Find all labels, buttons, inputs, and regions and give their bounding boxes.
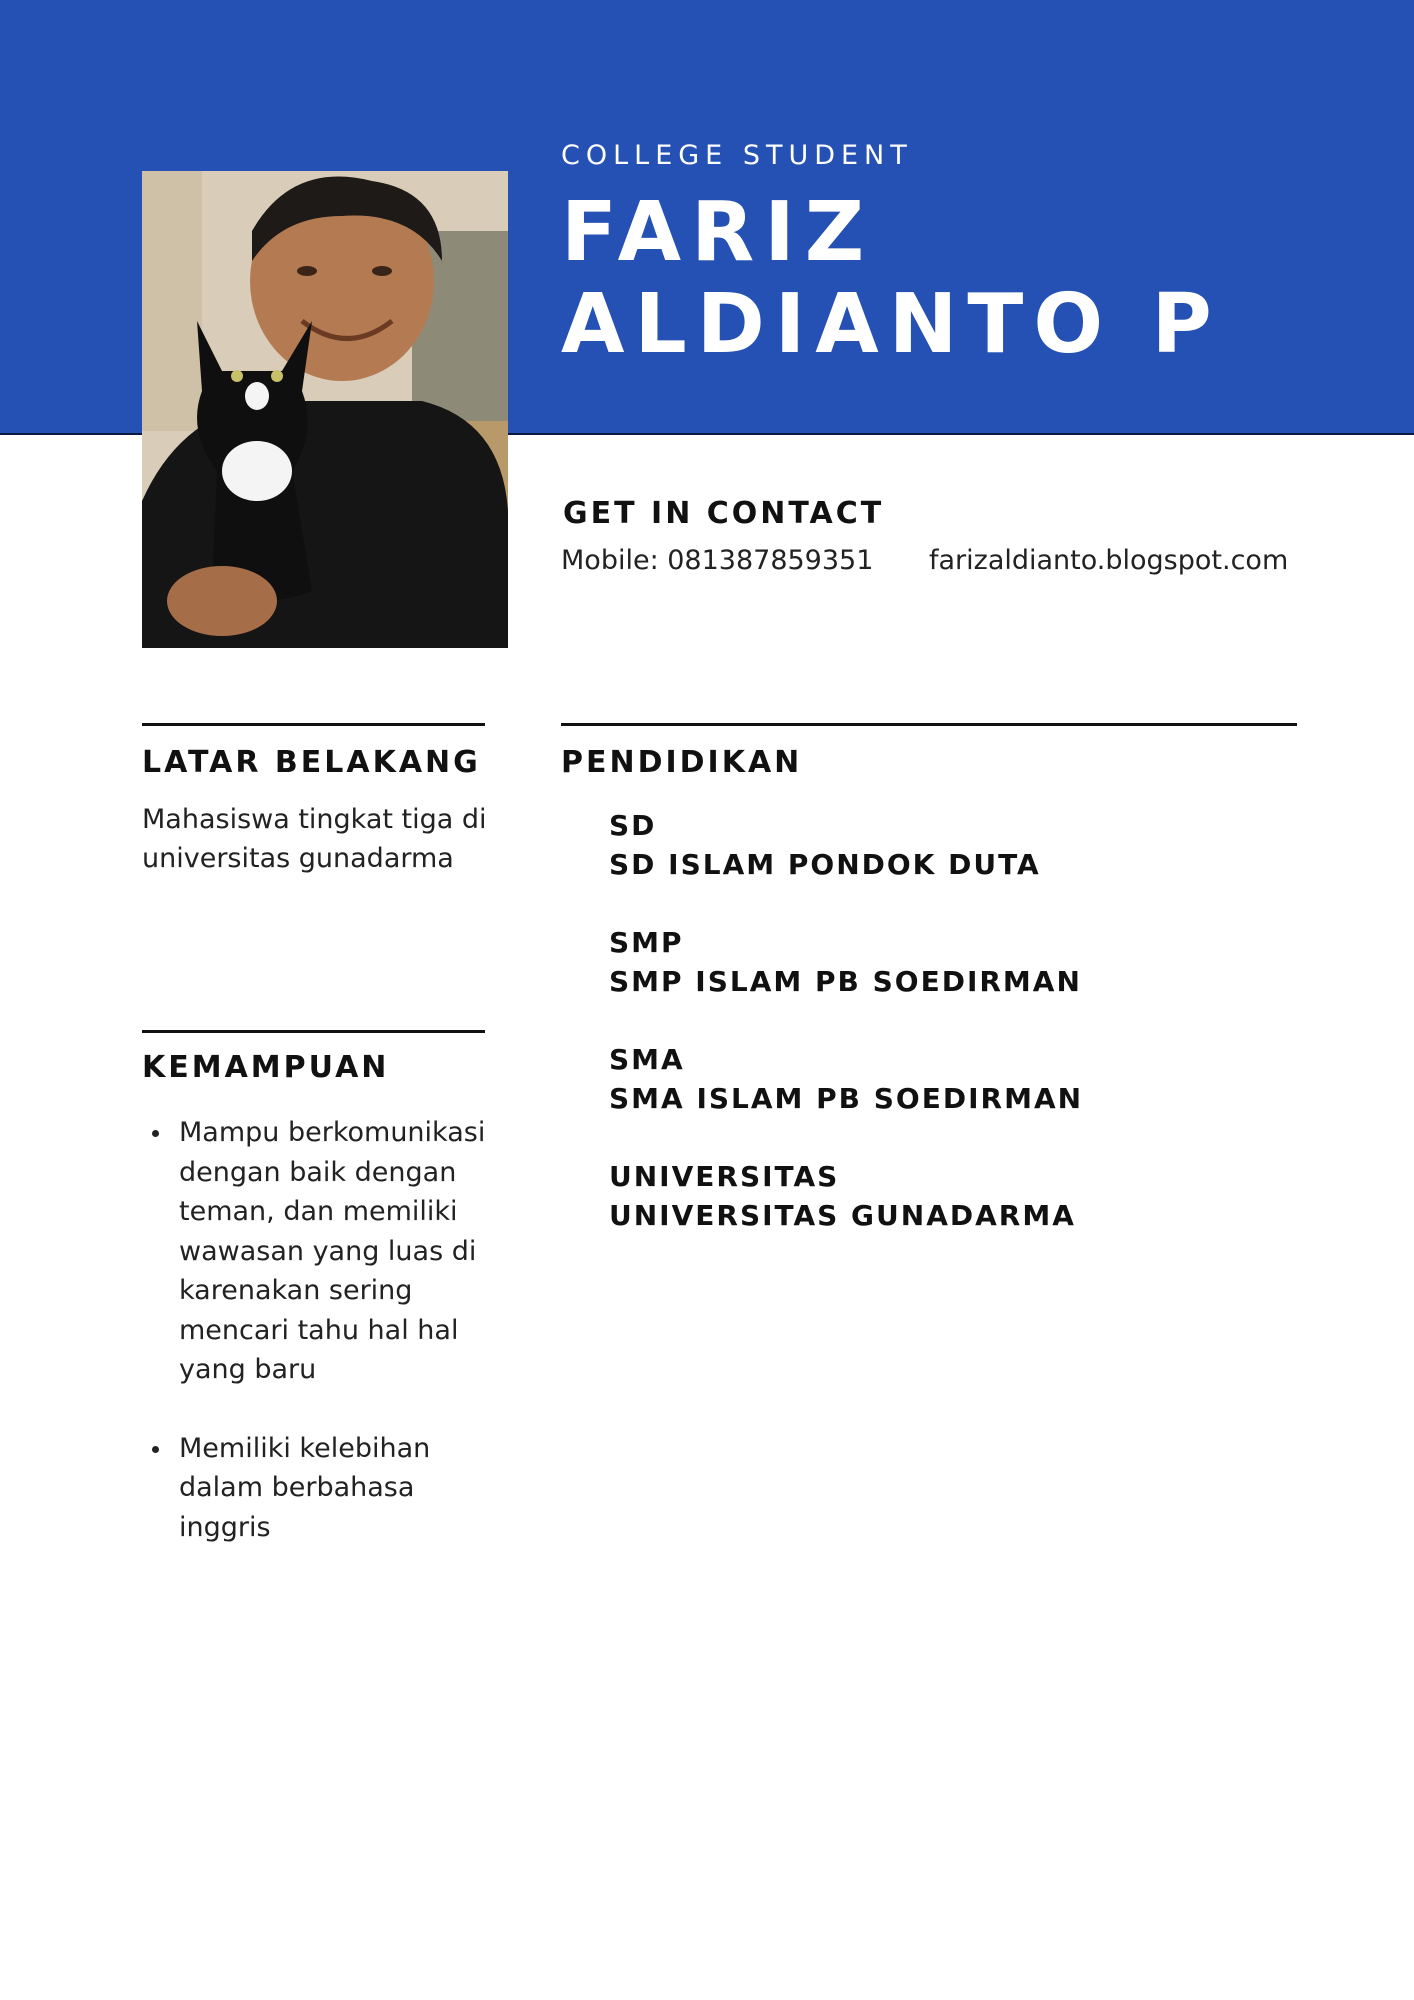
profile-photo bbox=[142, 171, 508, 648]
list-item bbox=[609, 806, 1289, 884]
list-item bbox=[142, 1113, 512, 1390]
name-first-line: FARIZ bbox=[561, 185, 875, 280]
education-level: SD bbox=[609, 809, 657, 842]
education-level: UNIVERSITAS bbox=[609, 1160, 840, 1193]
kemampuan-heading: KEMAMPUAN bbox=[142, 1050, 390, 1085]
bullet-icon bbox=[152, 1446, 159, 1453]
skill-text: Memiliki kelebihan dalam berbahasa inggris bbox=[179, 1432, 431, 1543]
education-school: UNIVERSITAS GUNADARMA bbox=[609, 1199, 1076, 1232]
education-list bbox=[609, 806, 1289, 1274]
education-level: SMA bbox=[609, 1043, 685, 1076]
skill-text: Mampu berkomunikasi dengan baik dengan teman, dan memiliki wawasan yang luas di karenakan sering mencari tahu hal hal yang baru bbox=[179, 1117, 486, 1385]
pendidikan-heading: PENDIDIKAN bbox=[561, 745, 803, 780]
contact-mobile: Mobile: 081387859351 bbox=[561, 545, 874, 576]
contact-website: farizaldianto.blogspot.com bbox=[929, 545, 1289, 576]
profile-photo-illustration bbox=[142, 171, 508, 648]
education-school: SD ISLAM PONDOK DUTA bbox=[609, 848, 1041, 881]
divider-kemampuan bbox=[142, 1030, 485, 1033]
divider-latar bbox=[142, 723, 485, 726]
name-second-line: ALDIANTO P bbox=[561, 277, 1222, 372]
latar-text: Mahasiswa tingkat tiga di universitas gunadarma bbox=[142, 804, 487, 874]
list-item bbox=[142, 1429, 512, 1548]
job-title: COLLEGE STUDENT bbox=[561, 140, 913, 171]
list-item bbox=[609, 1157, 1289, 1235]
contact-heading: GET IN CONTACT bbox=[563, 496, 885, 531]
skills-list bbox=[142, 1113, 512, 1586]
bullet-icon bbox=[152, 1130, 159, 1137]
education-level: SMP bbox=[609, 926, 684, 959]
list-item bbox=[609, 1040, 1289, 1118]
latar-heading: LATAR BELAKANG bbox=[142, 745, 481, 780]
divider-pendidikan bbox=[561, 723, 1297, 726]
list-item bbox=[609, 923, 1289, 1001]
education-school: SMP ISLAM PB SOEDIRMAN bbox=[609, 965, 1082, 998]
education-school: SMA ISLAM PB SOEDIRMAN bbox=[609, 1082, 1084, 1115]
